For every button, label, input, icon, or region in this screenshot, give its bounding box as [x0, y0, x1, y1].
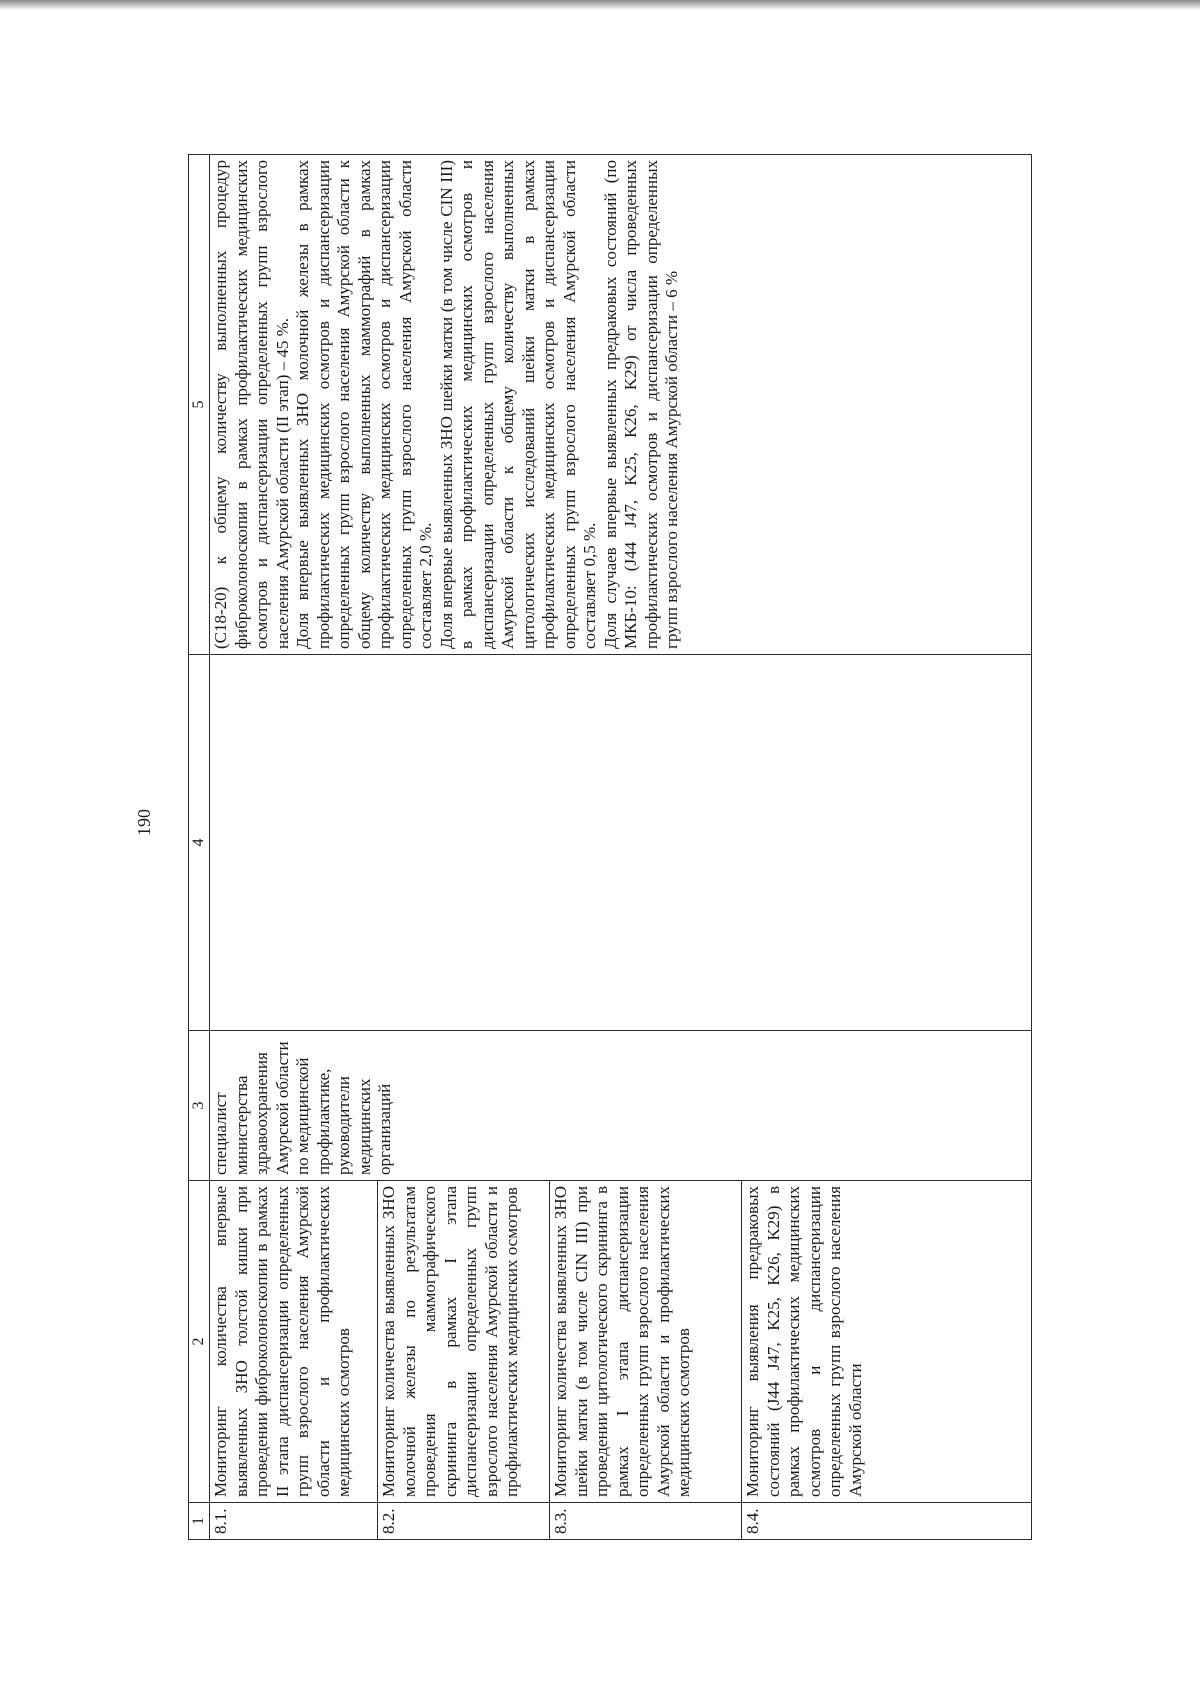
row-description: Мониторинг количества впервые выявленных ЗНО толстой кишки при проведении фиброколоноскопии в рамках II этапа диспансеризации определенных групп взрослого населения Амурской области и профилактических медицинских осмотров: [210, 1181, 378, 1503]
row-description: Мониторинг выявления предраковых состояний (J44 J47, K25, K26, K29) в рамках профилактических медицинских осмотров и диспансеризации определенных групп взрослого населения Амурской области: [742, 1181, 1032, 1503]
header-cell-4: 4: [189, 655, 210, 1031]
header-cell-3: 3: [189, 1031, 210, 1181]
responsible-cell: специалист министерства здравоохранения Амурской области по медицинской профилактике, руководители медицинских организаций: [210, 1031, 1032, 1181]
scan-top-edge: [0, 0, 1200, 10]
page-number: 190: [134, 809, 154, 836]
row-number: 8.2.: [378, 1503, 550, 1540]
plan-table: [188, 154, 1032, 1540]
row-description: Мониторинг количества выявленных ЗНО молочной железы по результатам проведения маммографического скрининга в рамках I этапа диспансеризации определенных групп взрослого населения Амурской области и профилактических медицинских осмотров: [378, 1181, 550, 1503]
result-paragraph: (С18-20) к общему количеству выполненных процедур фиброколоноскопии в рамках профилактических медицинских осмотров и диспансеризации определенных групп взрослого населения Амурской области (II этап) – 45 %.: [211, 160, 292, 649]
rotated-table-container: [188, 155, 1078, 1540]
result-cell: [210, 155, 1032, 655]
header-cell-5: 5: [189, 155, 210, 655]
result-paragraph: Доля впервые выявленных ЗНО шейки матки (в том числе CIN III) в рамках профилактических медицинских осмотров и диспансеризации определенных групп взрослого населения Амурской области к общему количеству выполненных цитологических исследований шейки матки в рамках профилактических медицинских осмотров и диспансеризации определенных групп взрослого населения Амурской области составляет 0,5 %.: [436, 160, 599, 649]
row-number: 8.4.: [742, 1503, 1032, 1540]
row-number: 8.3.: [550, 1503, 742, 1540]
deadline-cell: [210, 655, 1032, 1031]
row-description: Мониторинг количества выявленных ЗНО шейки матки (в том числе CIN III) при проведении цитологического скрининга в рамках I этапа диспансеризации определенных групп взрослого населения Амурской области и профилактических медицинских осмотров: [550, 1181, 742, 1503]
row-number: 8.1.: [210, 1503, 378, 1540]
table-row: [210, 155, 378, 1540]
result-paragraph: Доля впервые выявленных ЗНО молочной железы в рамках профилактических медицинских осмотров и диспансеризации определенных групп взрослого населения Амурской области к общему количеству выполненных маммографий в рамках профилактических медицинских осмотров и диспансеризации определенных групп взрослого населения Амурской области составляет 2,0 %.: [293, 160, 435, 649]
header-cell-1: 1: [189, 1503, 210, 1540]
header-row: [189, 155, 210, 1540]
result-paragraph: Доля случаев впервые выявленных предраковых состояний (по МКБ-10: (J44 J47, K25, K26, K29) от числа проведенных профилактических осмотров и диспансеризации определенных групп взрослого населения Амурской области – 6 %: [600, 160, 681, 649]
header-cell-2: 2: [189, 1181, 210, 1503]
